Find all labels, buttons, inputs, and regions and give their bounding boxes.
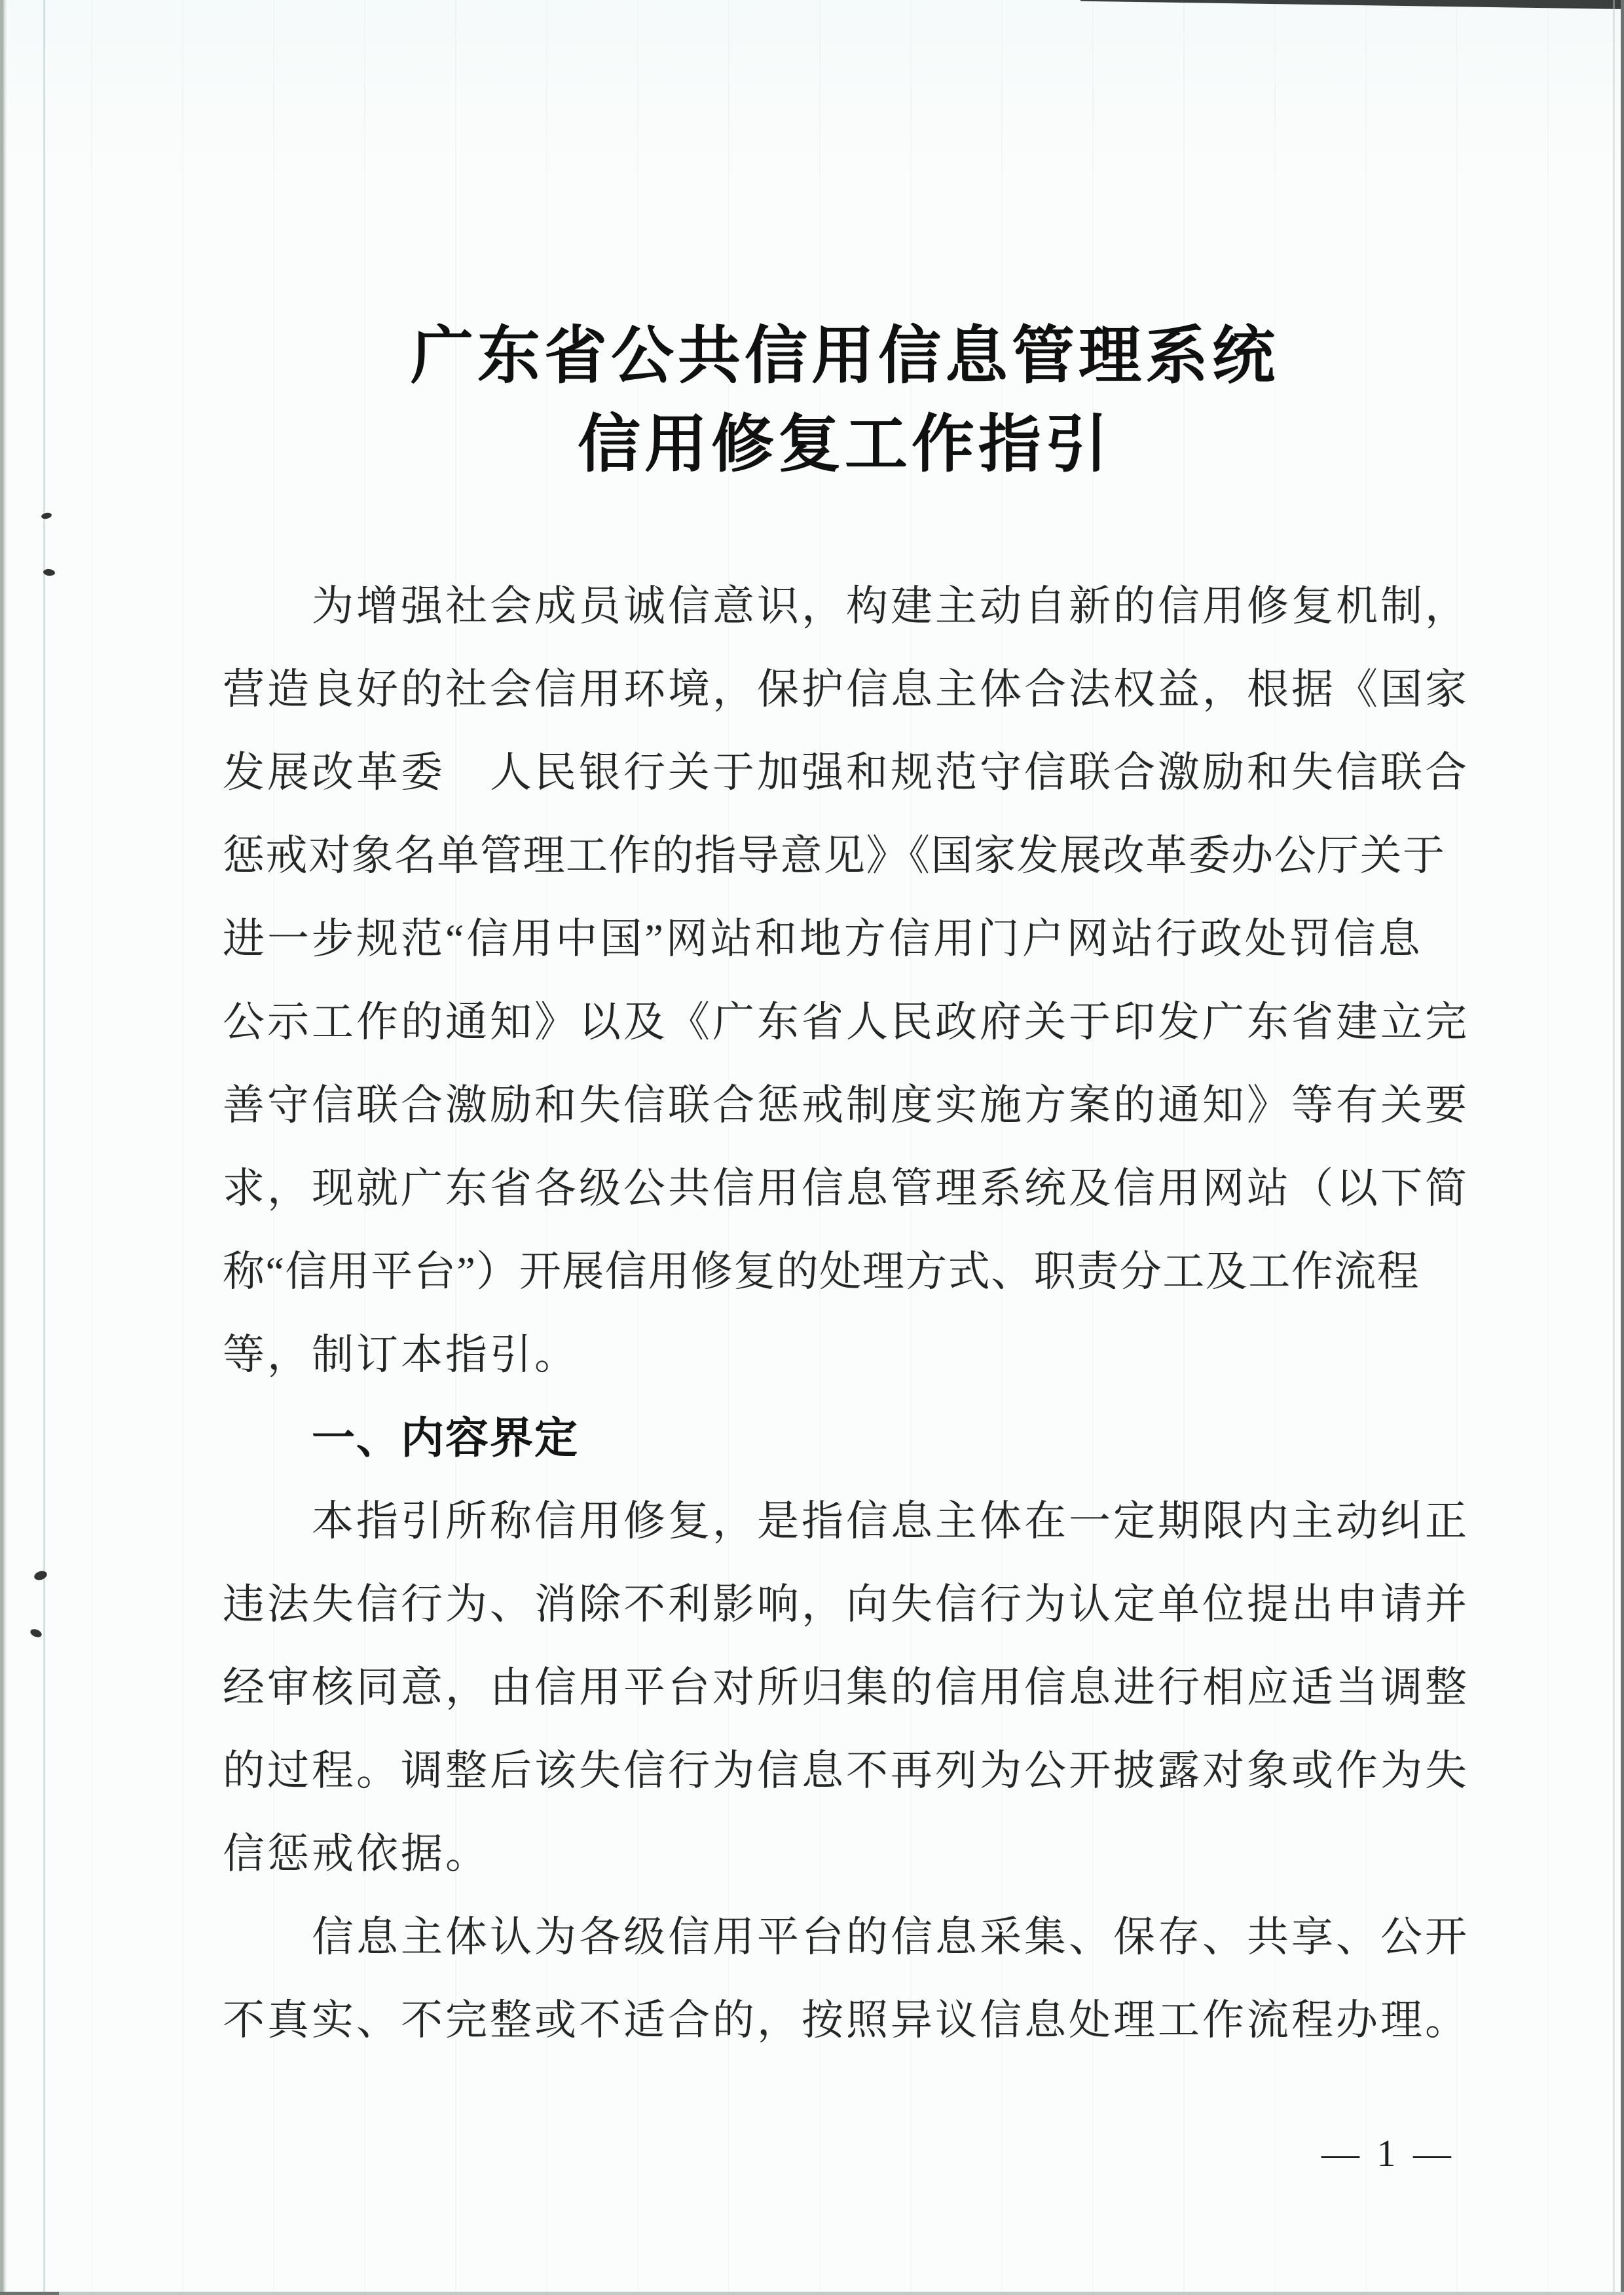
- paragraph-line: 称“信用平台”）开展信用修复的处理方式、职责分工及工作流程: [223, 1248, 1420, 1295]
- document-title: [223, 312, 1467, 489]
- paragraph-line: 不真实、不完整或不适合的，按照异议信息处理工作流程办理。: [223, 1997, 1469, 2043]
- title-line-2: 信用修复工作指引: [578, 409, 1112, 479]
- scan-speck: [29, 1628, 43, 1639]
- scan-speck: [43, 569, 56, 576]
- paragraph-line: 发展改革委 人民银行关于加强和规范守信联合激励和失信联合: [223, 749, 1469, 796]
- paragraph-line: 营造良好的社会信用环境，保护信息主体合法权益，根据《国家: [223, 666, 1469, 713]
- paragraph-line: 公示工作的通知》以及《广东省人民政府关于印发广东省建立完: [223, 999, 1469, 1045]
- paragraph-line: 善守信联合激励和失信联合惩戒制度实施方案的通知》等有关要: [223, 1082, 1469, 1129]
- scan-top-shadow-wedge: [1080, 0, 1624, 9]
- paragraph-line: 为增强社会成员诚信意识，构建主动自新的信用修复机制，: [312, 583, 1469, 629]
- scan-speck: [41, 512, 52, 519]
- document-body: [223, 565, 1473, 2062]
- scan-fold-line: [43, 0, 45, 2295]
- paragraph-line: 惩戒对象名单管理工作的指导意见》《国家发展改革委办公厅关于: [223, 832, 1446, 879]
- page-number: — 1 —: [1321, 2132, 1455, 2174]
- scan-speck: [33, 1569, 48, 1582]
- paragraph-line: 等，制订本指引。: [223, 1332, 579, 1378]
- paragraph-line: 经审核同意，由信用平台对所归集的信用信息进行相应适当调整: [223, 1664, 1469, 1711]
- paragraph-line: 本指引所称信用修复，是指信息主体在一定期限内主动纠正: [312, 1498, 1469, 1544]
- paragraph-line: 信惩戒依据。: [223, 1831, 490, 1877]
- title-line-1: 广东省公共信用信息管理系统: [411, 321, 1279, 391]
- paragraph-line: 求，现就广东省各级公共信用信息管理系统及信用网站（以下简: [223, 1165, 1469, 1212]
- paragraph-line: 的过程。调整后该失信行为信息不再列为公开披露对象或作为失: [223, 1747, 1469, 1794]
- section-heading: 一、内容界定: [312, 1413, 579, 1462]
- paragraph-line: 进一步规范“信用中国”网站和地方信用门户网站行政处罚信息: [223, 916, 1423, 962]
- scan-bottom-edge-line: [0, 2292, 1624, 2295]
- scan-right-soft-line: [1613, 0, 1615, 2295]
- scan-right-edge-line: [1621, 0, 1624, 2295]
- scan-left-edge-stripe: [0, 0, 7, 2295]
- paragraph-line: 违法失信行为、消除不利影响，向失信行为认定单位提出申请并: [223, 1581, 1469, 1628]
- paragraph-line: 信息主体认为各级信用平台的信息采集、保存、共享、公开: [312, 1914, 1469, 1960]
